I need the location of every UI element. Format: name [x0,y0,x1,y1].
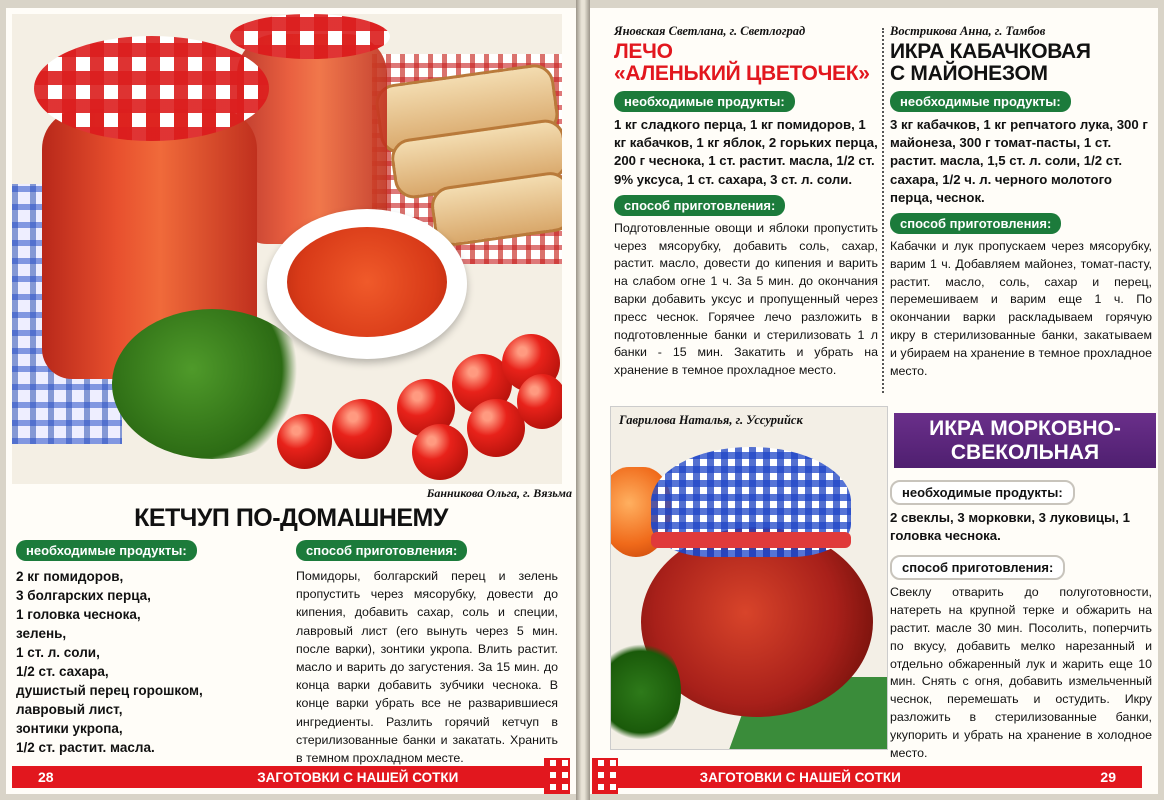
method-label: способ приготовления: [890,213,1061,234]
ingredient-list [16,567,286,757]
title-line: ИКРА МОРКОВНО- [929,417,1121,440]
page-number: 28 [38,769,54,785]
recipe-title-ketchup: КЕТЧУП ПО-ДОМАШНЕМУ [134,504,448,532]
jar-ribbon [651,532,851,548]
column-divider [882,28,884,393]
magazine-title: ЗАГОТОВКИ С НАШЕЙ СОТКИ [257,769,459,785]
page-number: 29 [1100,769,1116,785]
ingredient-item: душистый перец горошком, [16,683,203,698]
ingredient-item: 2 кг помидоров, [16,569,124,584]
ingredient-item: лавровый лист, [16,702,123,717]
ketchup-method [296,540,558,767]
ingredients-text: 2 свеклы, 3 морковки, 3 луковицы, 1 головка чеснока. [890,510,1130,544]
photo-author: Банникова Ольга, г. Вязьма [426,486,572,500]
ketchup-sauce [287,227,447,337]
ikra-morkovno-recipe [890,474,1152,762]
cherry-tomato [412,424,468,480]
ingredient-item: зелень, [16,626,67,641]
right-page [590,8,1158,794]
sauce-bowl [267,209,467,359]
title-line: ЛЕЧО [614,40,673,63]
ingredients-text: 1 кг сладкого перца, 1 кг помидоров, 1 кг кабачков, 1 кг яблок, 2 горьких перца, 200 г чеснока, 1 ст. растит. масла, 1/2 ст. 9% уксуса, 1 ст. сахара, 3 ст. л. соли. [614,117,878,187]
method-label: способ приготовления: [296,540,467,561]
ingredients-text: 3 кг кабачков, 1 кг репчатого лука, 300 г майонеза, 300 г томат-пасты, 1 ст. растит. масла, 1,5 ст. л. соли, 1/2 ст. сахара, 1/2 ч. л. черного молотого перца, чеснок. [890,117,1148,205]
page-footer-right [600,766,1142,788]
cherry-tomato [517,374,562,429]
title-line: ИКРА КАБАЧКОВАЯ [890,40,1091,63]
magazine-title: ЗАГОТОВКИ С НАШЕЙ СОТКИ [699,769,901,785]
title-line: СВЕКОЛЬНАЯ [950,441,1100,464]
book-spine [576,0,590,800]
title-line: «АЛЕНЬКИЙ ЦВЕТОЧЕК» [614,62,870,85]
recipe-author: Гаврилова Наталья, г. Уссурийск [619,413,803,427]
method-text: Свеклу отварить до полуготовности, натереть на крупной терке и обжарить на растит. масле 30 мин. Посолить, поперчить по вкусу, добавить мелко нарезанный и отдельно обжаренный лук и жарить еще 10 мин. Снять с огня, добавить измельченный чеснок, перемешать и остудить. Икру разложить в стерилизованные банки, укупорить и убрать на хранение в холодное место. [890,585,1152,760]
method-text: Подготовленные овощи и яблоки пропустить через мясорубку, добавить соль, сахар, растит. масло, довести до кипения и варить на слабом огне 1 ч. За 5 мин. до окончания варки добавить уксус и пропущенный через пресс чеснок. Горячее лечо разложить в подготовленные банки и стерилизовать 1 л банки - 15 мин. Закатить и убрать на хранение в темное прохладное место. [614,220,878,378]
method-text: Помидоры, болгарский перец и зелень пропустить через мясорубку, довести до кипения, добавить сахар, соль и специи, лавровый лист (его вынуть через 5 мин. после варки), зонтики укропа. Влить растит. масло и варить до загустения. За 15 мин. до конца варки добавить зубчики чеснока. В конце варки убрать все не разварившиеся ингредиенты. Разлить горячий кетчуп в стерилизованные банки и закатать. Хранить в темном прохладном месте. [296,569,558,766]
lecho-recipe [614,24,878,380]
recipe-author: Вострикова Анна, г. Тамбов [890,24,1046,38]
left-page [6,8,576,794]
ingredients-label: необходимые продукты: [890,480,1075,505]
recipe-title-ikra-morkovno [894,413,1156,468]
ingredients-label: необходимые продукты: [614,91,795,112]
ingredients-label: необходимые продукты: [890,91,1071,112]
ingredient-item: 1/2 ст. растит. масла. [16,740,155,755]
recipe-title-ikra [890,41,1152,85]
recipe-title-lecho [614,41,878,85]
beet-caviar-photo [610,406,888,750]
method-text: Кабачки и лук пропускаем через мясорубку, варим 1 ч. Добавляем майонез, томат-пасту, растит. масло, соль, сахар и перец, перемешиваем и варим еще 1 ч. По окончании варки раскладываем горячую икру в стерилизованные банки, закатываем и убираем на хранение в темное прохладное место. [890,239,1152,378]
title-line: С МАЙОНЕЗОМ [890,62,1048,85]
ikra-kabachkovaya-recipe [890,24,1152,380]
ingredient-item: 1 головка чеснока, [16,607,141,622]
ketchup-ingredients [16,540,286,757]
jar-lid-front [34,36,269,141]
cherry-tomato [332,399,392,459]
ketchup-photo [12,14,562,484]
ingredient-item: зонтики укропа, [16,721,123,736]
checker-ornament [592,758,618,794]
recipe-author: Яновская Светлана, г. Светлоград [614,24,806,38]
ingredient-item: 1 ст. л. соли, [16,645,100,660]
page-footer-left [12,766,562,788]
ingredient-item: 3 болгарских перца, [16,588,151,603]
ingredient-item: 1/2 ст. сахара, [16,664,109,679]
cherry-tomato [467,399,525,457]
method-label: способ приготовления: [614,195,785,216]
ingredients-label: необходимые продукты: [16,540,197,561]
cherry-tomato [277,414,332,469]
checker-ornament [544,758,570,794]
jar-lid-back [230,14,390,59]
method-label: способ приготовления: [890,555,1065,580]
